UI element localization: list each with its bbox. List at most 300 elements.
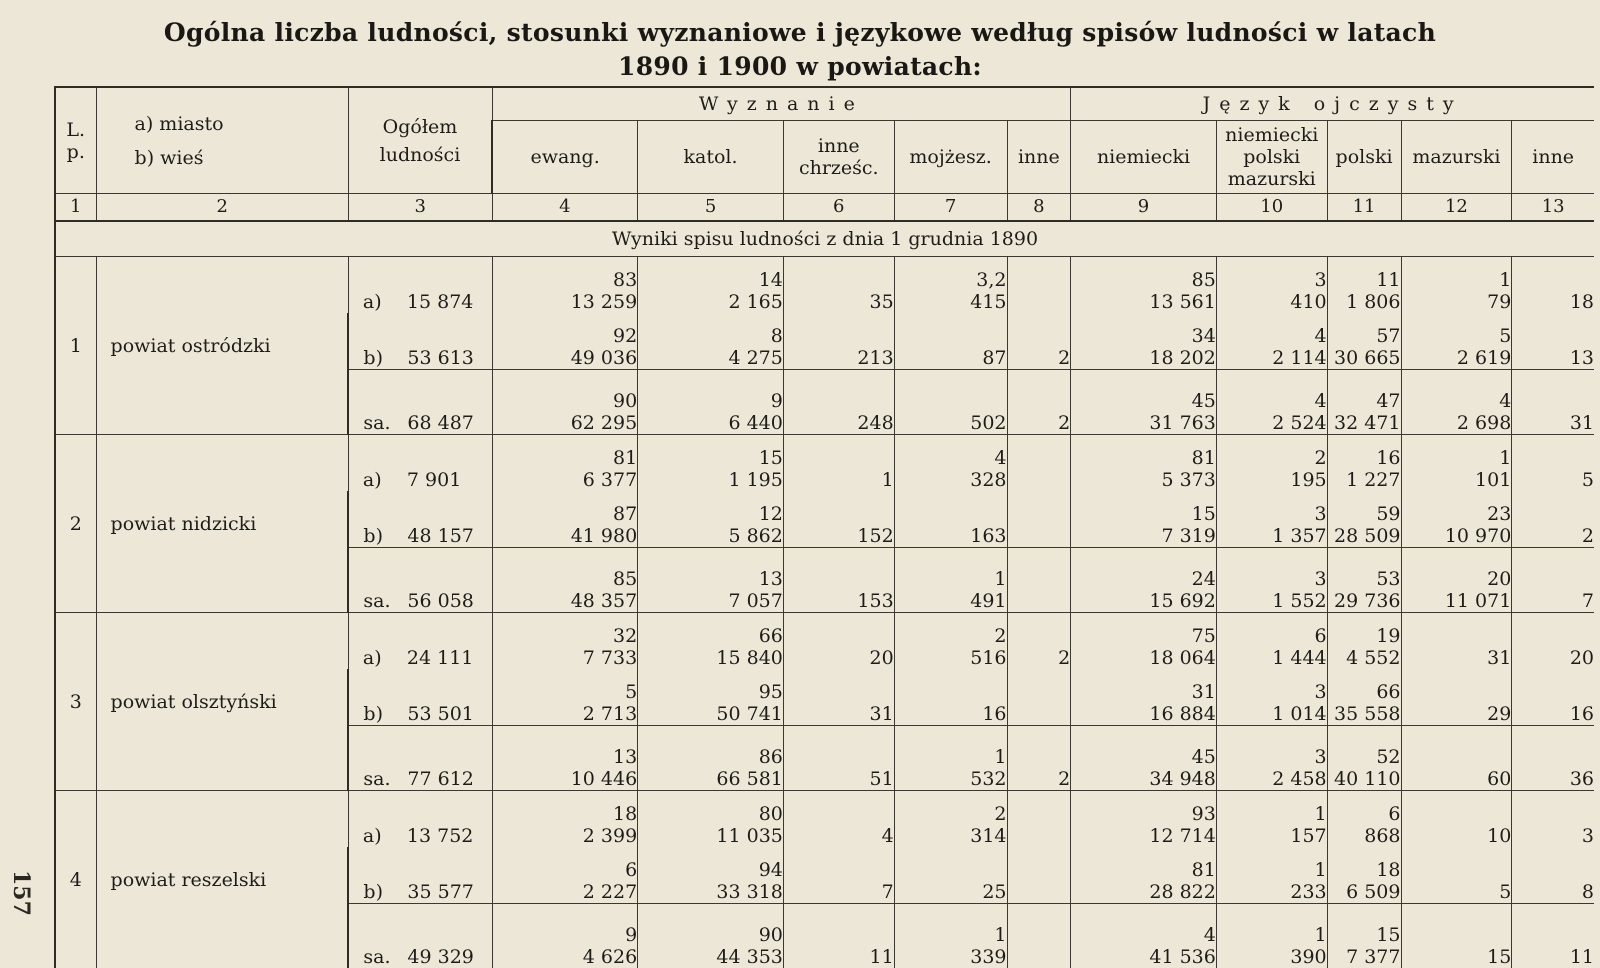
total-value: 53 613 [407,347,473,369]
percent-value: 23 [1402,503,1512,525]
total-cell [348,313,492,370]
percent-value: 6 [1328,803,1401,825]
header-mojzesz: mojżesz. [894,121,1007,194]
niemiecki-cell [1071,726,1217,791]
count-value: 2 227 [493,881,638,903]
katol-cell [638,904,784,968]
percent-value: 4 [1402,390,1512,412]
inne-chrzesc-cell [783,847,894,904]
percent-value: 18 [493,803,638,825]
inne-chrzesc-cell [783,791,894,848]
page-title [0,16,1600,84]
inne-chrzesc-cell [783,613,894,670]
polski-cell [1327,313,1401,370]
percent-value: 9 [493,924,638,946]
inne-jezyk-cell [1512,370,1594,435]
count-value: 20 [784,647,894,669]
percent-value: 19 [1328,625,1401,647]
count-value: 8 [1512,881,1594,903]
row-type-tag: a) [363,469,407,491]
inne-chrzesc-cell [783,904,894,968]
total-value: 15 874 [407,291,473,313]
count-value: 157 [1217,825,1327,847]
count-value: 1 444 [1217,647,1327,669]
inne-jezyk-cell [1512,791,1594,848]
percent-value: 87 [493,503,638,525]
count-value: 101 [1402,469,1512,491]
percent-value: 6 [1217,625,1327,647]
header-type: a) miasto b) wieś [96,87,348,194]
katol-cell [638,669,784,726]
count-value: 5 [1402,881,1512,903]
count-value: 13 561 [1071,291,1216,313]
count-value: 7 733 [493,647,638,669]
percent-value: 31 [1071,681,1216,703]
percent-value: 92 [493,325,638,347]
mazurski-cell [1401,613,1512,670]
count-value: 2 698 [1402,412,1512,434]
header-jezyk: Język ojczysty [1071,87,1594,121]
inne-jezyk-cell [1512,491,1594,548]
mazurski-cell [1401,726,1512,791]
mazurski-cell [1401,904,1512,968]
polski-cell [1327,491,1401,548]
inne-jezyk-cell [1512,313,1594,370]
count-value: 6 440 [638,412,783,434]
count-value: 1 552 [1217,590,1327,612]
table-row [55,435,1594,492]
inne-chrzesc-cell [783,669,894,726]
row-lp: 2 [55,435,96,613]
count-value: 410 [1217,291,1327,313]
total-value: 56 058 [407,590,473,612]
count-value: 31 [784,703,894,725]
row-type-tag: a) [363,825,407,847]
polski-cell [1327,435,1401,492]
inne-chrzesc-cell [783,726,894,791]
niem-pol-maz-cell [1216,257,1327,314]
count-value: 87 [895,347,1007,369]
count-value: 11 [784,946,894,968]
count-value: 415 [895,291,1007,313]
percent-value: 1 [1217,859,1327,881]
col-number: 2 [96,194,348,222]
total-cell [348,257,492,314]
count-value: 31 [1512,412,1594,434]
total-cell [348,791,492,848]
col-number: 3 [348,194,492,222]
mojzesz-cell [894,613,1007,670]
row-lp: 4 [55,791,96,968]
col-number: 10 [1216,194,1327,222]
count-value: 41 536 [1071,946,1216,968]
inne-jezyk-cell [1512,613,1594,670]
niemiecki-cell [1071,791,1217,848]
mojzesz-cell [894,726,1007,791]
title-line-1: Ogólna liczba ludności, stosunki wyznaniowe i językowe według spisów ludności w latach [0,16,1600,50]
row-type-tag: sa. [363,768,407,790]
count-value: 314 [895,825,1007,847]
count-value: 248 [784,412,894,434]
total-value: 35 577 [407,881,473,903]
col-number: 8 [1007,194,1071,222]
count-value: 4 626 [493,946,638,968]
polski-cell [1327,726,1401,791]
count-value: 163 [895,525,1007,547]
percent-value: 1 [895,924,1007,946]
percent-value: 45 [1071,390,1216,412]
niem-pol-maz-cell [1216,548,1327,613]
col-number: 9 [1071,194,1217,222]
total-cell [348,613,492,670]
header-polski: polski [1327,121,1401,194]
count-value: 33 318 [638,881,783,903]
inne-chrzesc-cell [783,370,894,435]
mazurski-cell [1401,257,1512,314]
katol-cell [638,548,784,613]
count-value: 28 509 [1328,525,1401,547]
count-value: 1 227 [1328,469,1401,491]
polski-cell [1327,847,1401,904]
total-value: 53 501 [407,703,473,725]
count-value: 2 [1512,525,1594,547]
count-value: 18 202 [1071,347,1216,369]
percent-value: 85 [493,568,638,590]
inne-cell [1007,726,1071,791]
total-cell [348,491,492,548]
row-type-tag: sa. [363,946,407,968]
row-lp: 1 [55,257,96,435]
percent-value: 5 [1402,325,1512,347]
percent-value: 47 [1328,390,1401,412]
header-total: Ogółem ludności [348,87,492,194]
niem-pol-maz-cell [1216,904,1327,968]
count-value: 2 524 [1217,412,1327,434]
total-cell [348,370,492,435]
col-number: 7 [894,194,1007,222]
header-niemiecki: niemiecki [1071,121,1217,194]
inne-jezyk-cell [1512,847,1594,904]
count-value: 50 741 [638,703,783,725]
percent-value: 66 [638,625,783,647]
count-value: 516 [895,647,1007,669]
niemiecki-cell [1071,491,1217,548]
count-value: 18 [1512,291,1594,313]
percent-value: 1 [1217,924,1327,946]
count-value: 6 377 [493,469,638,491]
mojzesz-cell [894,370,1007,435]
mazurski-cell [1401,313,1512,370]
row-type-tag: a) [363,291,407,313]
niem-pol-maz-cell [1216,370,1327,435]
row-type-tag: a) [363,647,407,669]
percent-value: 4 [1217,390,1327,412]
count-value: 36 [1512,768,1594,790]
ewang-cell [492,313,638,370]
percent-value: 95 [638,681,783,703]
niemiecki-cell [1071,847,1217,904]
percent-value: 1 [1217,803,1327,825]
niem-pol-maz-cell [1216,435,1327,492]
header-lp: L. p. [55,87,96,194]
row-district-name: powiat ostródzki [96,257,348,435]
count-value: 15 840 [638,647,783,669]
count-value: 7 319 [1071,525,1216,547]
mazurski-cell [1401,847,1512,904]
niem-pol-maz-cell [1216,726,1327,791]
count-value: 2 399 [493,825,638,847]
polski-cell [1327,669,1401,726]
katol-cell [638,613,784,670]
count-value: 1 806 [1328,291,1401,313]
count-value: 4 [784,825,894,847]
ewang-cell [492,669,638,726]
row-type-tag: sa. [363,590,407,612]
count-value: 11 071 [1402,590,1512,612]
niemiecki-cell [1071,613,1217,670]
mojzesz-cell [894,548,1007,613]
percent-value: 3 [1217,503,1327,525]
percent-value: 3,2 [895,269,1007,291]
count-value: 2 458 [1217,768,1327,790]
total-cell [348,847,492,904]
percent-value: 3 [1217,681,1327,703]
percent-value: 32 [493,625,638,647]
percent-value: 66 [1328,681,1401,703]
percent-value: 1 [895,568,1007,590]
count-value: 491 [895,590,1007,612]
polski-cell [1327,548,1401,613]
col-number: 5 [638,194,784,222]
count-value: 152 [784,525,894,547]
count-value: 49 036 [493,347,638,369]
percent-value: 12 [638,503,783,525]
percent-value: 35 [784,291,894,313]
inne-chrzesc-cell [783,257,894,314]
count-value: 29 736 [1328,590,1401,612]
count-value: 48 357 [493,590,638,612]
count-value: 16 [895,703,1007,725]
total-value: 24 111 [407,647,473,669]
mojzesz-cell [894,904,1007,968]
percent-value: 90 [638,924,783,946]
katol-cell [638,370,784,435]
count-value: 213 [784,347,894,369]
count-value: 502 [895,412,1007,434]
total-value: 68 487 [407,412,473,434]
mojzesz-cell [894,313,1007,370]
header-row-groups [55,87,1594,121]
count-value: 339 [895,946,1007,968]
percent-value: 14 [638,269,783,291]
section-title: Wyniki spisu ludności z dnia 1 grudnia 1890 [55,221,1594,257]
percent-value: 4 [895,447,1007,469]
percent-value: 4 [1071,924,1216,946]
percent-value: 81 [1071,447,1216,469]
niemiecki-cell [1071,435,1217,492]
mojzesz-cell [894,257,1007,314]
percent-value: 9 [638,390,783,412]
percent-value: 81 [493,447,638,469]
count-value: 15 [1402,946,1512,968]
inne-jezyk-cell [1512,669,1594,726]
percent-value: 53 [1328,568,1401,590]
polski-cell [1327,257,1401,314]
percent-value: 45 [1071,746,1216,768]
percent-value: 20 [1402,568,1512,590]
count-value: 31 763 [1071,412,1216,434]
mojzesz-cell [894,669,1007,726]
count-value: 10 446 [493,768,638,790]
percent-value: 2 [1217,447,1327,469]
count-value: 5 [1512,469,1594,491]
count-value: 60 [1402,768,1512,790]
percent-value: 83 [493,269,638,291]
count-value: 44 353 [638,946,783,968]
percent-value: 16 [1328,447,1401,469]
total-cell [348,904,492,968]
inne-cell [1007,791,1071,848]
count-value: 2 [1008,768,1071,790]
niemiecki-cell [1071,370,1217,435]
count-value: 7 057 [638,590,783,612]
count-value: 7 377 [1328,946,1401,968]
percent-value: 1 [1402,269,1512,291]
count-value: 2 165 [638,291,783,313]
percent-value: 80 [638,803,783,825]
percent-value: 59 [1328,503,1401,525]
row-type-tag: b) [363,525,407,547]
niemiecki-cell [1071,313,1217,370]
mojzesz-cell [894,847,1007,904]
total-cell [348,669,492,726]
count-value: 6 509 [1328,881,1401,903]
percent-value: 6 [493,859,638,881]
table-row [55,791,1594,848]
count-value: 153 [784,590,894,612]
percent-value: 15 [638,447,783,469]
count-value: 12 714 [1071,825,1216,847]
inne-cell [1007,370,1071,435]
total-value: 7 901 [407,469,461,491]
col-number: 11 [1327,194,1401,222]
total-value: 48 157 [407,525,473,547]
count-value: 4 275 [638,347,783,369]
niemiecki-cell [1071,548,1217,613]
count-value: 2 114 [1217,347,1327,369]
percent-value: 5 [493,681,638,703]
ewang-cell [492,548,638,613]
katol-cell [638,313,784,370]
count-value: 7 [1512,590,1594,612]
row-type-tag: b) [363,881,407,903]
header-row-numbers [55,194,1594,222]
ewang-cell [492,370,638,435]
ewang-cell [492,726,638,791]
polski-cell [1327,370,1401,435]
inne-cell [1007,613,1071,670]
percent-value: 93 [1071,803,1216,825]
inne-cell [1007,847,1071,904]
row-lp: 3 [55,613,96,791]
count-value: 2 619 [1402,347,1512,369]
count-value: 2 [1008,412,1071,434]
population-table [54,86,1594,968]
total-value: 13 752 [407,825,473,847]
row-type-tag: b) [363,703,407,725]
percent-value: 86 [638,746,783,768]
row-district-name: powiat nidzicki [96,435,348,613]
header-inne-chrzesc: inne chrześc. [783,121,894,194]
percent-value: 13 [493,746,638,768]
inne-jezyk-cell [1512,257,1594,314]
count-value: 4 552 [1328,647,1401,669]
count-value: 5 862 [638,525,783,547]
percent-value: 15 [1071,503,1216,525]
header-niem-pol-maz: niemiecki polski mazurski [1216,121,1327,194]
count-value: 2 [1008,347,1071,369]
row-district-name: powiat olsztyński [96,613,348,791]
percent-value: 8 [638,325,783,347]
col-number: 12 [1401,194,1512,222]
percent-value: 85 [1071,269,1216,291]
inne-cell [1007,313,1071,370]
niemiecki-cell [1071,257,1217,314]
inne-cell [1007,257,1071,314]
row-type-tag: sa. [363,412,407,434]
count-value: 32 471 [1328,412,1401,434]
inne-chrzesc-cell [783,313,894,370]
inne-jezyk-cell [1512,904,1594,968]
inne-cell [1007,491,1071,548]
count-value: 28 822 [1071,881,1216,903]
title-line-2: 1890 i 1900 w powiatach: [0,50,1600,84]
percent-value: 3 [1217,568,1327,590]
section-title-row [55,221,1594,257]
total-cell [348,548,492,613]
mazurski-cell [1401,491,1512,548]
katol-cell [638,435,784,492]
count-value: 35 558 [1328,703,1401,725]
header-wyznanie: Wyznanie [492,87,1071,121]
total-cell [348,726,492,791]
inne-chrzesc-cell [783,435,894,492]
percent-value: 1 [1402,447,1512,469]
count-value: 328 [895,469,1007,491]
count-value: 51 [784,768,894,790]
count-value: 25 [895,881,1007,903]
percent-value: 3 [1217,746,1327,768]
page-number: 157 [0,870,34,900]
count-value: 40 110 [1328,768,1401,790]
mazurski-cell [1401,669,1512,726]
mazurski-cell [1401,548,1512,613]
count-value: 13 259 [493,291,638,313]
col-number: 4 [492,194,638,222]
count-value: 233 [1217,881,1327,903]
count-value: 10 970 [1402,525,1512,547]
percent-value: 15 [1328,924,1401,946]
count-value: 16 [1512,703,1594,725]
count-value: 11 035 [638,825,783,847]
katol-cell [638,726,784,791]
percent-value: 13 [638,568,783,590]
percent-value: 2 [895,803,1007,825]
niem-pol-maz-cell [1216,491,1327,548]
inne-jezyk-cell [1512,548,1594,613]
mojzesz-cell [894,791,1007,848]
ewang-cell [492,435,638,492]
